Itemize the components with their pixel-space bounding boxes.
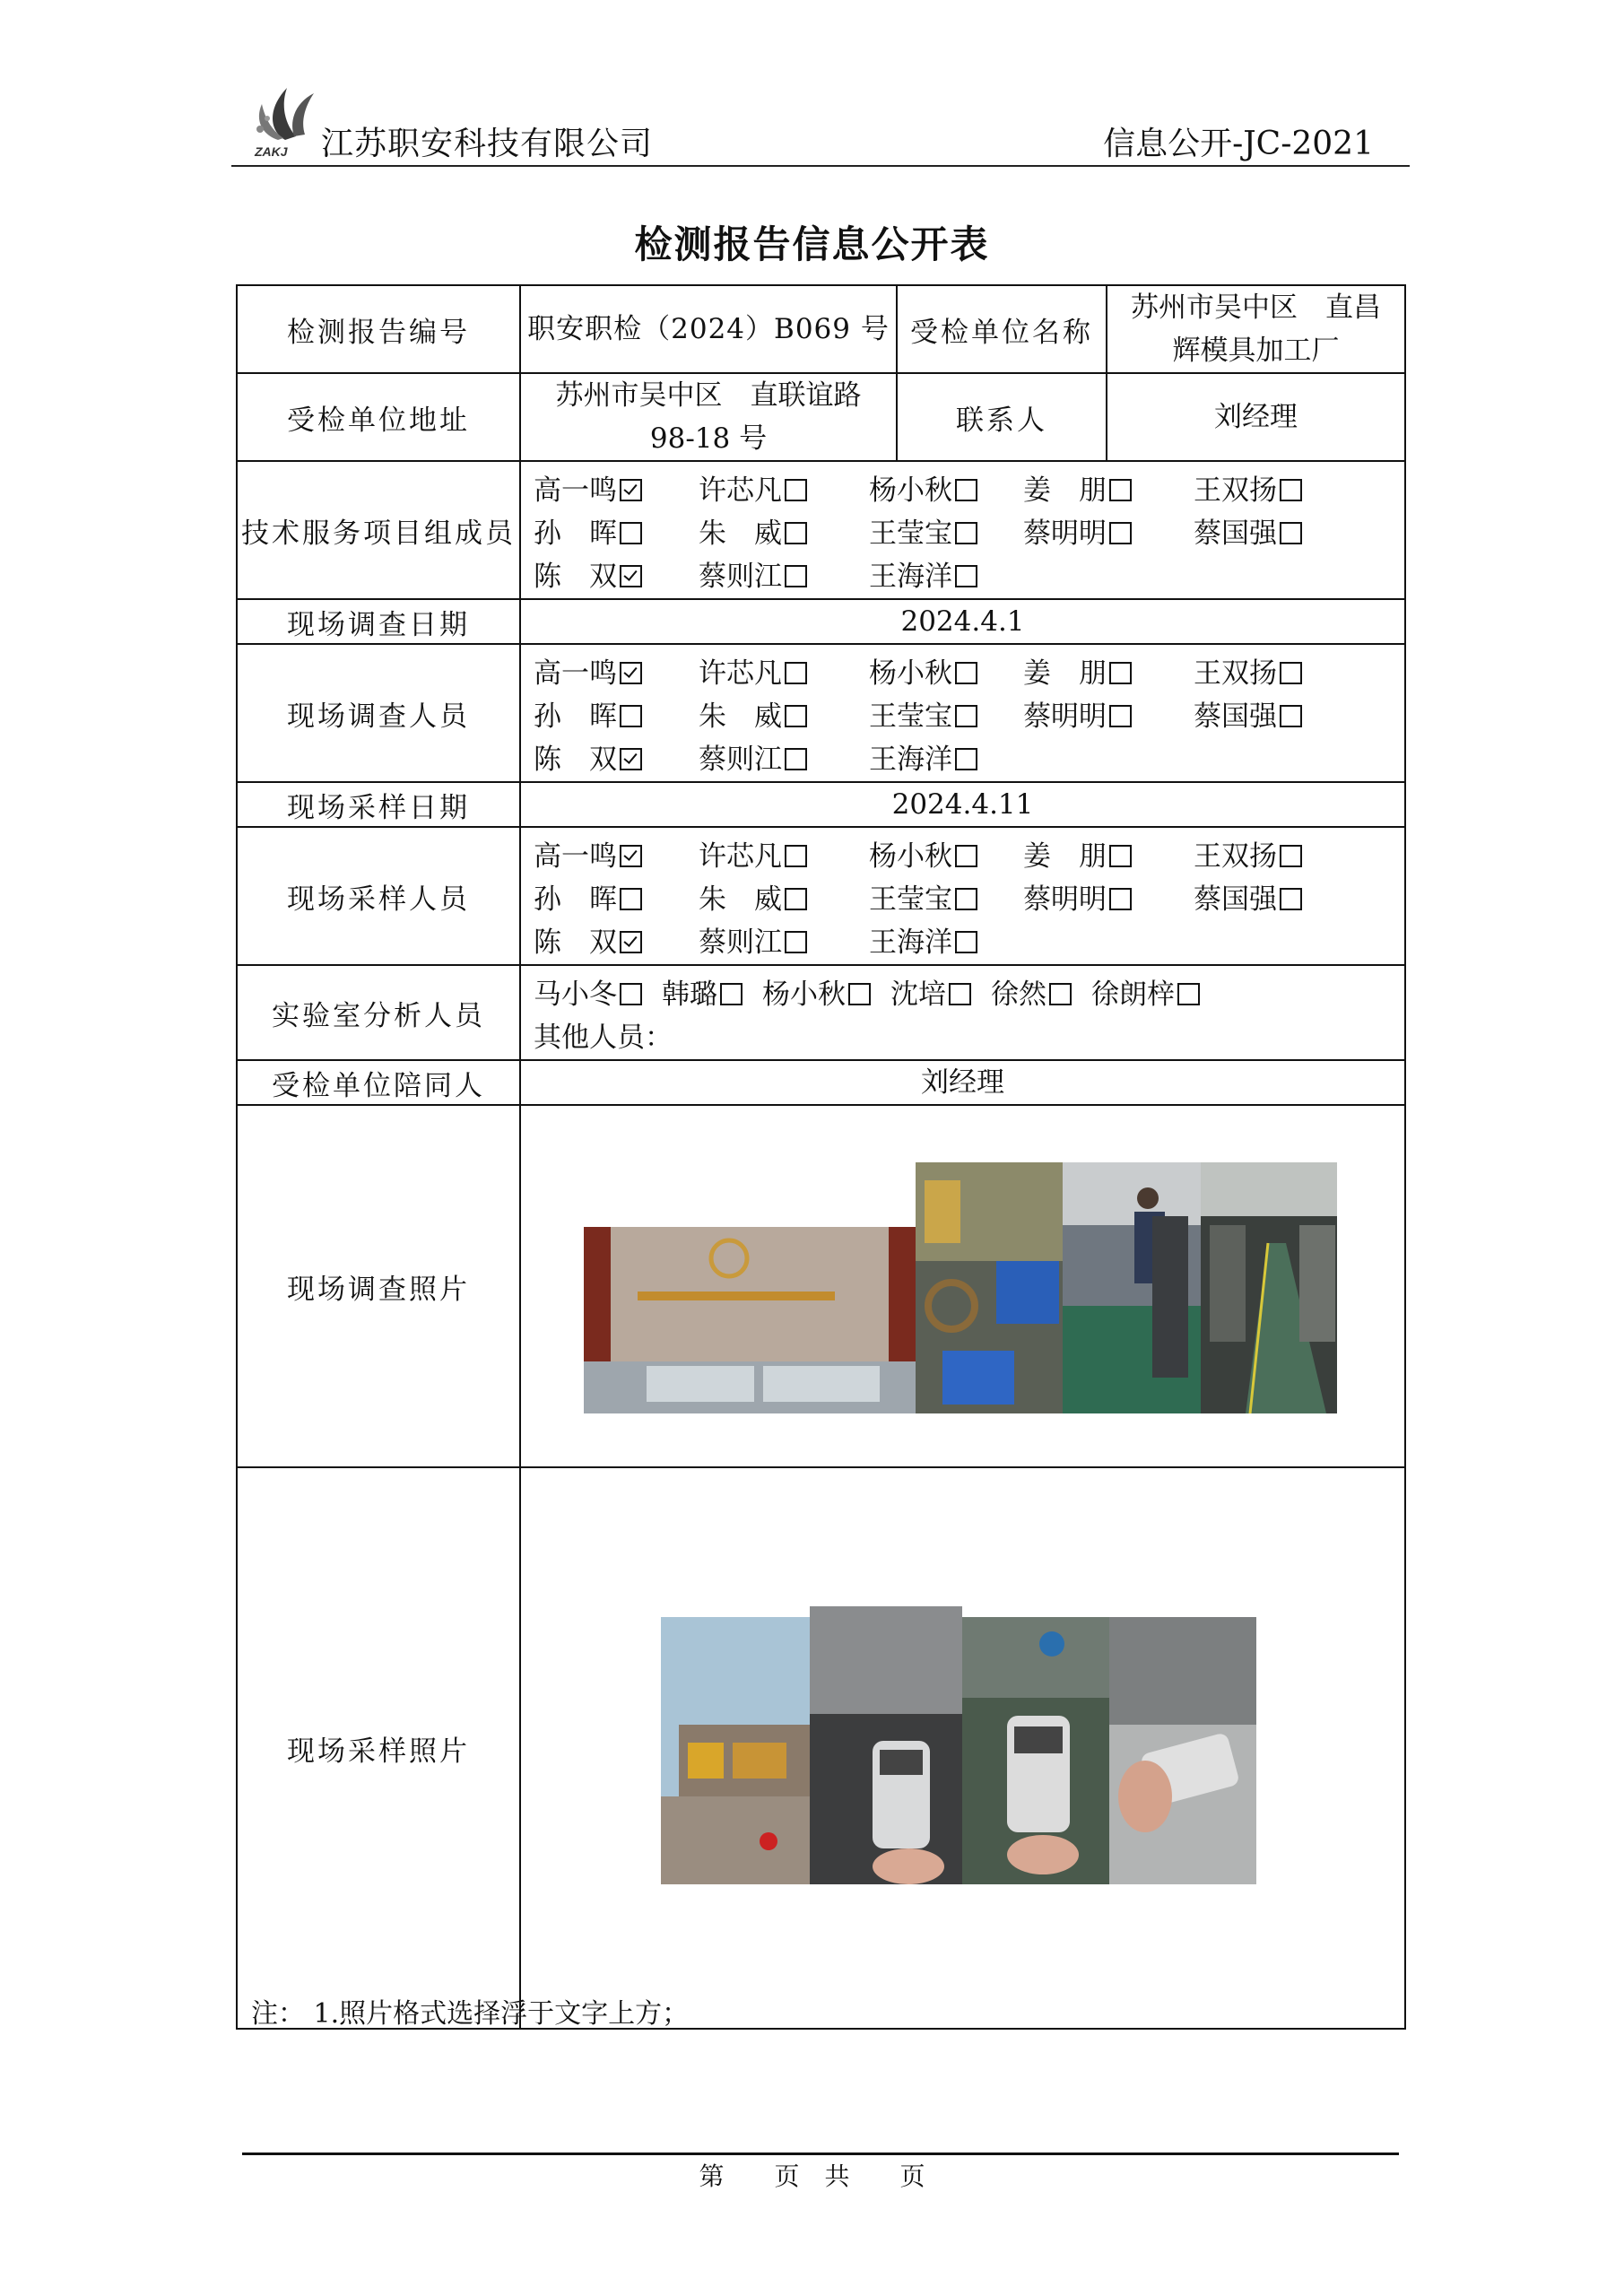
staff-name: 王海洋 — [869, 560, 952, 593]
staff-row — [534, 691, 1404, 735]
unchecked-checkbox[interactable] — [1049, 983, 1072, 1005]
meter-photo-2-image — [962, 1617, 1109, 1884]
footer-divider — [242, 2152, 1399, 2155]
sampling-photos-label: 现场采样照片 — [237, 1467, 520, 2029]
staff-name: 马小冬 — [534, 978, 617, 1011]
survey-photo-corridor — [1201, 1162, 1337, 1413]
staff-name: 孙 晖 — [534, 700, 617, 733]
unchecked-checkbox[interactable] — [955, 522, 977, 544]
building-photo-image — [661, 1617, 810, 1884]
staff-member — [1023, 650, 1194, 691]
sampling-date-value: 2024.4.11 — [520, 782, 1405, 827]
sampling-staff-label: 现场采样人员 — [237, 827, 520, 965]
staff-member — [1194, 876, 1319, 917]
staff-member — [534, 693, 699, 734]
unit-name-line1: 苏州市吴中区 直昌 — [1131, 291, 1381, 324]
staff-name: 杨小秋 — [869, 474, 952, 507]
sampling-photos-cell — [520, 1467, 1405, 2029]
page-number: 第 页 共 页 — [699, 2161, 925, 2191]
unchecked-checkbox[interactable] — [955, 705, 977, 727]
unchecked-checkbox[interactable] — [1109, 845, 1132, 867]
table-row — [237, 1105, 1405, 1467]
staff-name: 孙 晖 — [534, 517, 617, 550]
lab-staff-member — [991, 971, 1072, 1012]
staff-name: 沈培 — [890, 978, 946, 1011]
staff-name: 王莹宝 — [869, 883, 952, 916]
company-logo — [242, 77, 323, 160]
staff-member — [1194, 833, 1319, 874]
staff-member — [699, 833, 869, 874]
unchecked-checkbox[interactable] — [1280, 479, 1302, 501]
unchecked-checkbox[interactable] — [785, 565, 807, 587]
unchecked-checkbox[interactable] — [1109, 522, 1132, 544]
document-code: 信息公开-JC-2021 — [1103, 126, 1374, 162]
checked-checkbox[interactable] — [620, 845, 642, 867]
report-no-value: 职安职检（2024）B069 号 — [520, 285, 897, 373]
staff-name: 蔡则江 — [699, 926, 782, 959]
staff-name: 王莹宝 — [869, 517, 952, 550]
staff-name: 蔡国强 — [1194, 700, 1277, 733]
staff-member — [699, 919, 869, 960]
survey-staff-label: 现场调查人员 — [237, 644, 520, 782]
staff-name: 蔡明明 — [1023, 700, 1107, 733]
staff-member — [1023, 467, 1194, 508]
lab-staff-row — [534, 970, 1404, 1013]
sampling-photo-building — [661, 1617, 810, 1884]
staff-name: 朱 威 — [699, 883, 782, 916]
staff-member — [869, 919, 1023, 960]
survey-date-label: 现场调查日期 — [237, 599, 520, 644]
checked-checkbox[interactable] — [620, 931, 642, 953]
staff-member — [1023, 876, 1194, 917]
unchecked-checkbox[interactable] — [620, 983, 642, 1005]
corridor-photo-image — [1201, 1162, 1337, 1413]
workshop-floor-image — [916, 1162, 1063, 1413]
staff-name: 韩璐 — [662, 978, 717, 1011]
staff-row — [534, 918, 1404, 961]
unchecked-checkbox[interactable] — [955, 662, 977, 684]
staff-member — [869, 736, 1023, 777]
lab-staff-label: 实验室分析人员 — [237, 965, 520, 1060]
meter-photo-1-image — [810, 1606, 962, 1884]
contact-label: 联系人 — [897, 373, 1107, 461]
staff-name: 王海洋 — [869, 743, 952, 776]
staff-name: 姜 朋 — [1023, 839, 1107, 873]
staff-name: 王双扬 — [1194, 657, 1277, 690]
unchecked-checkbox[interactable] — [1109, 888, 1132, 910]
staff-member — [534, 876, 699, 917]
unchecked-checkbox[interactable] — [949, 983, 971, 1005]
checked-checkbox[interactable] — [620, 748, 642, 770]
table-row — [237, 965, 1405, 1060]
survey-photo-lobby — [584, 1227, 916, 1413]
staff-name: 陈 双 — [534, 743, 617, 776]
staff-member — [534, 736, 699, 777]
company-name: 江苏职安科技有限公司 — [321, 126, 654, 162]
staff-member — [699, 736, 869, 777]
unchecked-checkbox[interactable] — [1177, 983, 1200, 1005]
unchecked-checkbox[interactable] — [620, 888, 642, 910]
sampling-photo-meter-1 — [810, 1606, 962, 1884]
staff-member — [869, 510, 1023, 551]
escort-value: 刘经理 — [520, 1060, 1405, 1105]
staff-member — [869, 553, 1023, 594]
escort-label: 受检单位陪同人 — [237, 1060, 520, 1105]
staff-name: 高一鸣 — [534, 474, 617, 507]
footnote: 注： 1.照片格式选择浮于文字上方； — [251, 1998, 690, 2030]
staff-member — [534, 510, 699, 551]
team-label: 技术服务项目组成员 — [237, 461, 520, 599]
staff-name: 蔡国强 — [1194, 883, 1277, 916]
staff-name: 徐朗梓 — [1091, 978, 1175, 1011]
address-label: 受检单位地址 — [237, 373, 520, 461]
table-row — [237, 373, 1405, 461]
survey-photo-worker — [1063, 1162, 1201, 1413]
unchecked-checkbox[interactable] — [1280, 845, 1302, 867]
staff-row — [534, 509, 1404, 552]
unchecked-checkbox[interactable] — [620, 522, 642, 544]
unchecked-checkbox[interactable] — [785, 662, 807, 684]
unchecked-checkbox[interactable] — [785, 705, 807, 727]
staff-member — [699, 553, 869, 594]
staff-name: 杨小秋 — [762, 978, 846, 1011]
staff-member — [1023, 833, 1194, 874]
sampling-staff-members — [520, 827, 1405, 965]
unit-name-line2: 辉模具加工厂 — [1172, 335, 1340, 367]
staff-name: 高一鸣 — [534, 657, 617, 690]
address-line1: 苏州市吴中区 直联谊路 — [555, 379, 862, 412]
table-row — [237, 644, 1405, 782]
unchecked-checkbox[interactable] — [1109, 705, 1132, 727]
unchecked-checkbox[interactable] — [1109, 662, 1132, 684]
lab-other-staff: 其他人员： — [534, 1021, 673, 1054]
staff-name: 许芯凡 — [699, 839, 782, 873]
page-title: 检测报告信息公开表 — [634, 222, 990, 266]
survey-photos-cell — [520, 1105, 1405, 1467]
staff-name: 蔡则江 — [699, 743, 782, 776]
staff-member — [1194, 467, 1319, 508]
checked-checkbox[interactable] — [620, 662, 642, 684]
staff-name: 陈 双 — [534, 926, 617, 959]
unchecked-checkbox[interactable] — [720, 983, 743, 1005]
staff-name: 朱 威 — [699, 517, 782, 550]
lab-staff-members — [520, 965, 1405, 1060]
staff-member — [1194, 510, 1319, 551]
lab-staff-member — [1091, 971, 1200, 1012]
survey-staff-members — [520, 644, 1405, 782]
staff-member — [699, 650, 869, 691]
staff-member — [534, 833, 699, 874]
unchecked-checkbox[interactable] — [848, 983, 871, 1005]
survey-photos-label: 现场调查照片 — [237, 1105, 520, 1467]
unit-name-label: 受检单位名称 — [897, 285, 1107, 373]
lab-staff-member — [890, 971, 971, 1012]
unchecked-checkbox[interactable] — [955, 931, 977, 953]
meter-photo-3-image — [1109, 1617, 1256, 1884]
table-row — [237, 1060, 1405, 1105]
staff-name: 王双扬 — [1194, 839, 1277, 873]
report-no-label: 检测报告编号 — [237, 285, 520, 373]
unchecked-checkbox[interactable] — [1280, 888, 1302, 910]
staff-name: 姜 朋 — [1023, 657, 1107, 690]
staff-name: 徐然 — [991, 978, 1046, 1011]
unchecked-checkbox[interactable] — [955, 748, 977, 770]
contact-value: 刘经理 — [1107, 373, 1405, 461]
staff-member — [699, 510, 869, 551]
sampling-photo-meter-2 — [962, 1617, 1109, 1884]
staff-member — [534, 919, 699, 960]
staff-member — [534, 467, 699, 508]
survey-photo-workshop-floor — [916, 1162, 1063, 1413]
staff-name: 杨小秋 — [869, 839, 952, 873]
staff-name: 姜 朋 — [1023, 474, 1107, 507]
report-info-table — [236, 284, 1406, 2030]
page-header — [231, 72, 1410, 167]
staff-member — [869, 876, 1023, 917]
worker-photo-image — [1063, 1162, 1201, 1413]
table-row — [237, 285, 1405, 373]
staff-row — [534, 552, 1404, 595]
unchecked-checkbox[interactable] — [1280, 662, 1302, 684]
staff-member — [869, 693, 1023, 734]
address-value — [520, 373, 897, 461]
staff-member — [1194, 693, 1319, 734]
staff-member — [869, 833, 1023, 874]
staff-member — [699, 467, 869, 508]
staff-member — [1194, 650, 1319, 691]
checked-checkbox[interactable] — [620, 565, 642, 587]
staff-name: 蔡则江 — [699, 560, 782, 593]
staff-member — [534, 553, 699, 594]
staff-name: 王双扬 — [1194, 474, 1277, 507]
staff-name: 蔡明明 — [1023, 517, 1107, 550]
staff-name: 孙 晖 — [534, 883, 617, 916]
address-line2: 98-18 号 — [649, 422, 768, 455]
team-members — [520, 461, 1405, 599]
unchecked-checkbox[interactable] — [955, 479, 977, 501]
survey-date-value: 2024.4.1 — [520, 599, 1405, 644]
unchecked-checkbox[interactable] — [620, 705, 642, 727]
checked-checkbox[interactable] — [620, 479, 642, 501]
staff-row — [534, 465, 1404, 509]
staff-row — [534, 648, 1404, 691]
staff-member — [534, 650, 699, 691]
table-row — [237, 1467, 1405, 2029]
staff-name: 朱 威 — [699, 700, 782, 733]
table-row — [237, 599, 1405, 644]
lab-staff-member — [662, 971, 743, 1012]
staff-member — [869, 467, 1023, 508]
staff-name: 王海洋 — [869, 926, 952, 959]
staff-name: 许芯凡 — [699, 474, 782, 507]
staff-name: 陈 双 — [534, 560, 617, 593]
unchecked-checkbox[interactable] — [955, 845, 977, 867]
staff-name: 高一鸣 — [534, 839, 617, 873]
unchecked-checkbox[interactable] — [955, 565, 977, 587]
staff-name: 蔡明明 — [1023, 883, 1107, 916]
logo-text: ZAKJ — [255, 144, 288, 159]
unchecked-checkbox[interactable] — [955, 888, 977, 910]
sampling-photo-meter-3 — [1109, 1617, 1256, 1884]
unchecked-checkbox[interactable] — [1109, 479, 1132, 501]
unit-name-value — [1107, 285, 1405, 373]
unchecked-checkbox[interactable] — [785, 888, 807, 910]
staff-member — [699, 876, 869, 917]
staff-member — [869, 650, 1023, 691]
unchecked-checkbox[interactable] — [785, 479, 807, 501]
staff-row — [534, 874, 1404, 918]
staff-member — [699, 693, 869, 734]
staff-name: 许芯凡 — [699, 657, 782, 690]
lobby-photo-image — [584, 1227, 916, 1413]
staff-name: 王莹宝 — [869, 700, 952, 733]
table-row — [237, 461, 1405, 599]
unchecked-checkbox[interactable] — [1280, 522, 1302, 544]
unchecked-checkbox[interactable] — [785, 845, 807, 867]
staff-member — [1023, 510, 1194, 551]
lab-staff-member — [534, 971, 642, 1012]
table-row — [237, 827, 1405, 965]
unchecked-checkbox[interactable] — [785, 931, 807, 953]
unchecked-checkbox[interactable] — [785, 748, 807, 770]
staff-row — [534, 735, 1404, 778]
staff-name: 杨小秋 — [869, 657, 952, 690]
staff-member — [1023, 693, 1194, 734]
unchecked-checkbox[interactable] — [785, 522, 807, 544]
unchecked-checkbox[interactable] — [1280, 705, 1302, 727]
sampling-date-label: 现场采样日期 — [237, 782, 520, 827]
lab-staff-member — [762, 971, 871, 1012]
staff-name: 蔡国强 — [1194, 517, 1277, 550]
table-row — [237, 782, 1405, 827]
staff-row — [534, 831, 1404, 874]
